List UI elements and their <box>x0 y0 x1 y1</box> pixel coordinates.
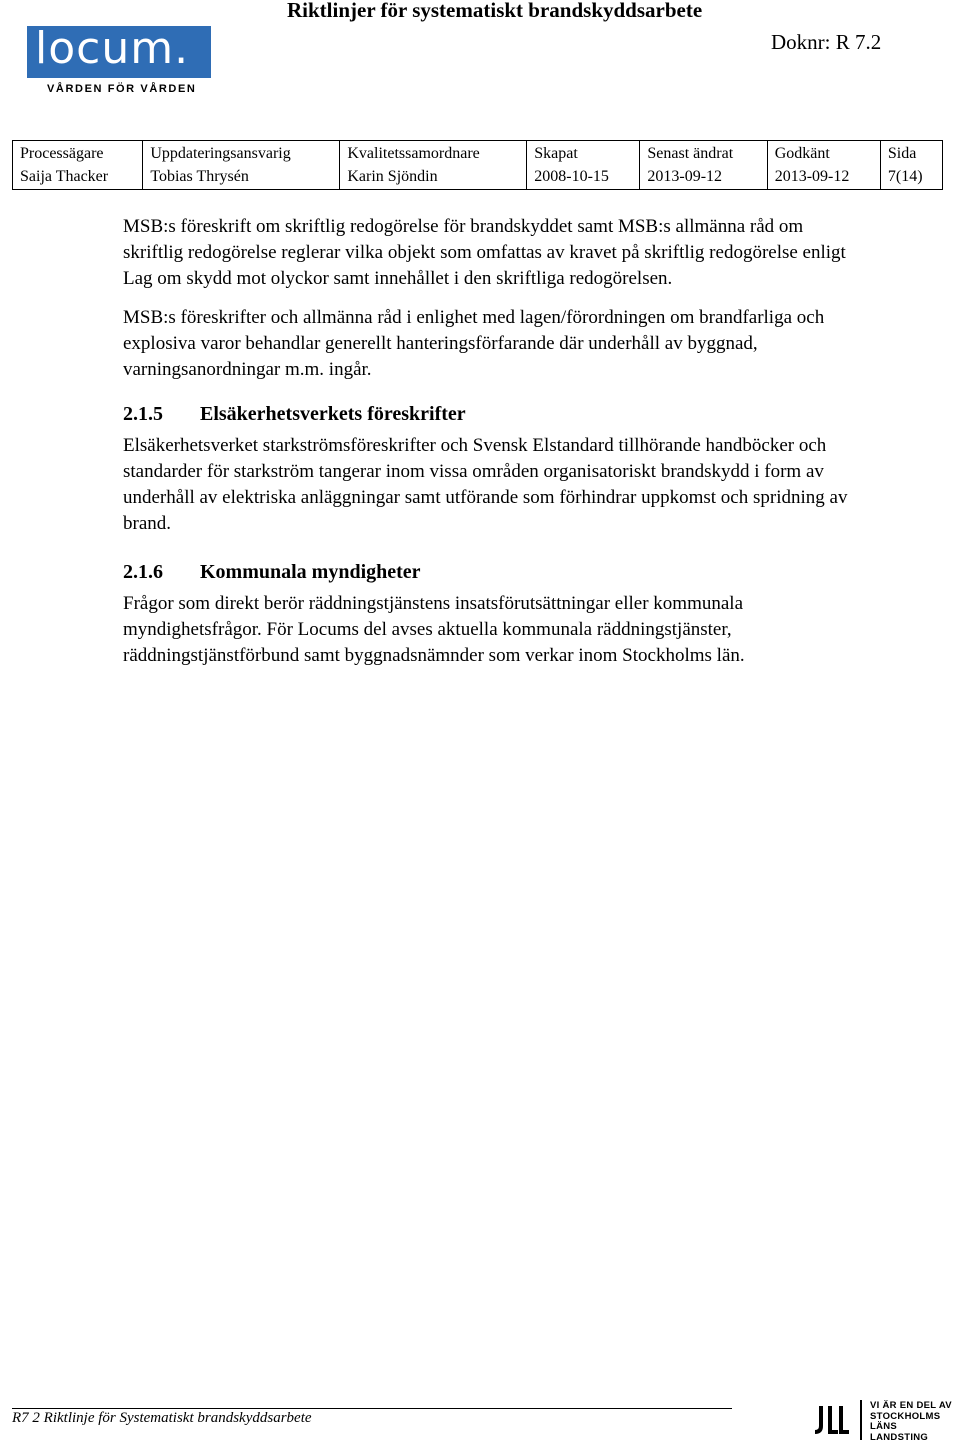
locum-logo-wordmark: locum. <box>35 23 190 74</box>
meta-value-row <box>13 165 943 190</box>
meta-header-last-changed: Senast ändrat <box>640 141 767 166</box>
document-meta-table <box>12 140 943 190</box>
section-title: Kommunala myndigheter <box>200 561 421 583</box>
section-paragraph: Frågor som direkt berör räddningstjänstens insatsförutsättningar eller kommunala myndighetsfrågor. För Locums del avses aktuella kommunala räddningstjänster, räddningstjänstförbund samt byggnadsnämnder som verkar inom Stockholms län. <box>123 593 745 666</box>
meta-header-process-owner: Processägare <box>13 141 143 166</box>
meta-header-approved: Godkänt <box>767 141 880 166</box>
footer-text: R7 2 Riktlinje för Systematiskt brandskyddsarbete <box>12 1410 312 1426</box>
section-number: 2.1.6 <box>123 561 163 583</box>
meta-last-changed-date: 2013-09-12 <box>640 165 767 190</box>
footer-divider <box>12 1408 732 1409</box>
document-number: Doknr: R 7.2 <box>771 30 882 54</box>
meta-header-row <box>13 141 943 166</box>
body-paragraph: MSB:s föreskrift om skriftlig redogörelse för brandskyddet samt MSB:s allmänna råd om skriftlig redogörelse reglerar vilka objekt som omfattas av kravet på skriftlig redogörelse enligt Lag om skydd mot olyckor samt innehållet i den skriftliga redogörelsen. <box>123 216 846 289</box>
meta-quality-coordinator: Karin Sjöndin <box>340 165 527 190</box>
meta-header-page: Sida <box>880 141 942 166</box>
meta-approved-date: 2013-09-12 <box>767 165 880 190</box>
sll-line: VI ÄR EN DEL AV <box>870 1400 952 1411</box>
body-paragraph: MSB:s föreskrifter och allmänna råd i enlighet med lagen/förordningen om brandfarliga och explosiva varor behandlar generellt hanteringsförfarande där underhåll av byggnad, varningsanordningar m.m. ingår. <box>123 307 825 380</box>
meta-update-responsible: Tobias Thrysén <box>143 165 340 190</box>
meta-page-number: 7(14) <box>880 165 942 190</box>
sll-line: LÄNS LANDSTING <box>870 1421 929 1443</box>
sll-logo <box>813 1398 958 1442</box>
sll-text <box>870 1401 958 1443</box>
document-title: Riktlinjer för systematiskt brandskyddsarbete <box>287 0 703 22</box>
section-paragraph: Elsäkerhetsverket starkströmsföreskrifter och Svensk Elstandard tillhörande handböcker och standarder för starkström tangerar inom vissa områden organisatoriskt brandskydd i form av underhåll av elektriska anläggningar samt utförande som förhindrar uppkomst och spridning av brand. <box>123 435 848 534</box>
sll-mark-icon <box>813 1398 855 1442</box>
section-title: Elsäkerhetsverkets föreskrifter <box>200 403 466 425</box>
locum-logo-box <box>27 23 211 78</box>
meta-header-created: Skapat <box>527 141 640 166</box>
document-body <box>123 214 863 669</box>
meta-created-date: 2008-10-15 <box>527 165 640 190</box>
locum-logo-tagline: VÅRDEN FÖR VÅRDEN <box>47 83 197 95</box>
meta-header-update-responsible: Uppdateringsansvarig <box>143 141 340 166</box>
section-heading <box>123 401 863 427</box>
sll-divider <box>860 1400 862 1440</box>
section-number: 2.1.5 <box>123 403 163 425</box>
locum-logo <box>27 23 211 102</box>
meta-process-owner: Saija Thacker <box>13 165 143 190</box>
sll-line: STOCKHOLMS <box>870 1410 941 1422</box>
meta-header-quality-coordinator: Kvalitetssamordnare <box>340 141 527 166</box>
section-heading <box>123 559 863 585</box>
